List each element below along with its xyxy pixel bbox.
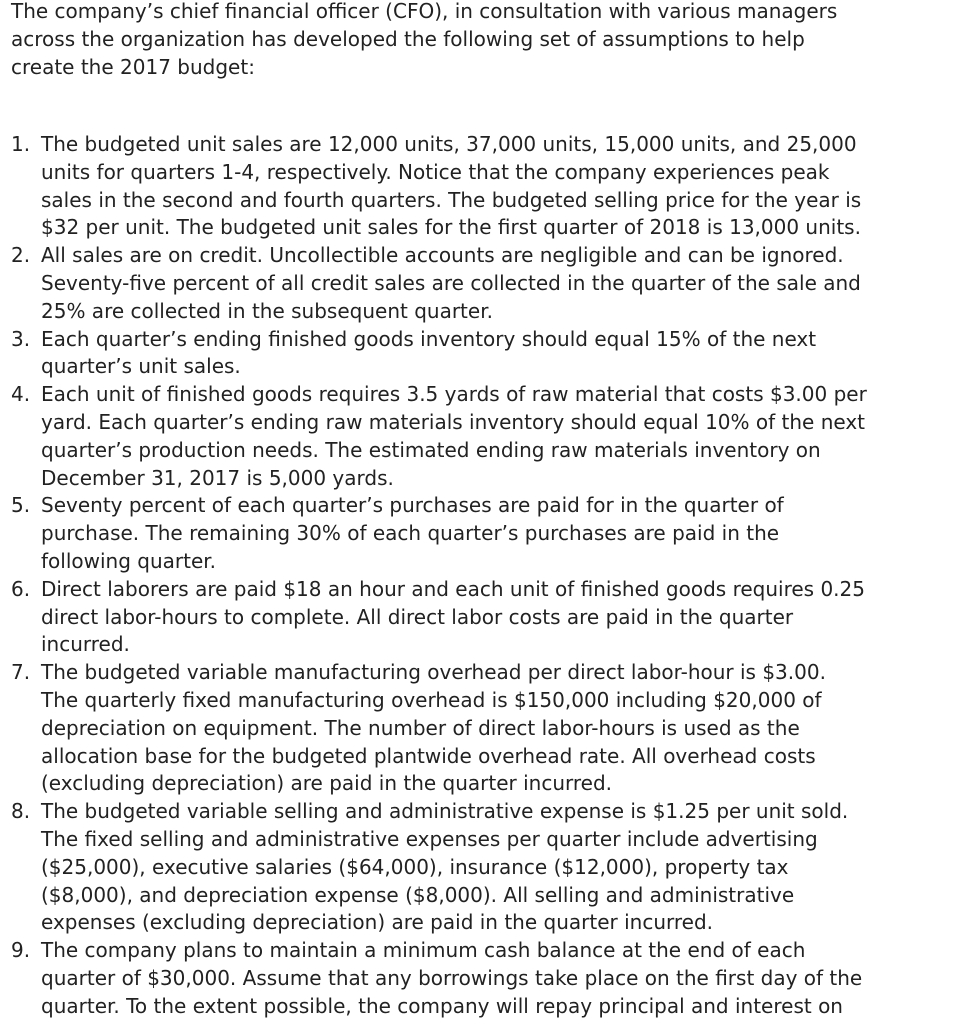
item-number: 3. bbox=[11, 326, 31, 351]
assumption-item-5 bbox=[11, 492, 951, 575]
assumption-item-3 bbox=[11, 326, 951, 382]
assumption-item-8 bbox=[11, 798, 951, 937]
assumption-item-4 bbox=[11, 381, 951, 492]
item-line: depreciation on equipment. The number of direct labor-hours is used as the bbox=[41, 715, 800, 740]
item-line: (excluding depreciation) are paid in the quarter incurred. bbox=[41, 771, 613, 796]
item-line: December 31, 2017 is 5,000 yards. bbox=[41, 465, 394, 490]
item-line: direct labor-hours to complete. All direct labor costs are paid in the quarter bbox=[41, 604, 794, 629]
item-line: 25% are collected in the subsequent quarter. bbox=[41, 298, 493, 323]
item-number: 4. bbox=[11, 382, 31, 407]
intro-line: create the 2017 budget: bbox=[11, 55, 255, 79]
item-line: expenses (excluding depreciation) are paid in the quarter incurred. bbox=[41, 910, 714, 935]
item-line: quarter. To the extent possible, the company will repay principal and interest on bbox=[41, 993, 843, 1018]
item-line: The quarterly fixed manufacturing overhead is $150,000 including $20,000 of bbox=[41, 687, 822, 712]
item-line: Seventy percent of each quarter’s purchases are paid for in the quarter of bbox=[41, 493, 784, 518]
assumption-item-1 bbox=[11, 131, 951, 242]
item-line: The company plans to maintain a minimum cash balance at the end of each bbox=[41, 938, 806, 963]
item-line: ($8,000), and depreciation expense ($8,000). All selling and administrative bbox=[41, 882, 795, 907]
item-line: purchase. The remaining 30% of each quarter’s purchases are paid in the bbox=[41, 521, 780, 546]
intro-line: The company’s chief financial officer (CFO), in consultation with various managers bbox=[11, 0, 838, 23]
assumption-item-6 bbox=[11, 576, 951, 659]
item-number: 7. bbox=[11, 660, 31, 685]
intro-paragraph bbox=[11, 0, 911, 81]
item-line: allocation base for the budgeted plantwide overhead rate. All overhead costs bbox=[41, 743, 816, 768]
item-line: quarter’s unit sales. bbox=[41, 354, 241, 379]
intro-line: across the organization has developed the following set of assumptions to help bbox=[11, 27, 805, 51]
item-line: Each quarter’s ending finished goods inventory should equal 15% of the next bbox=[41, 326, 817, 351]
item-number: 5. bbox=[11, 493, 31, 518]
item-line: The budgeted variable manufacturing overhead per direct labor-hour is $3.00. bbox=[41, 660, 826, 685]
item-line: Seventy-five percent of all credit sales are collected in the quarter of the sale and bbox=[41, 270, 861, 295]
item-line: ($25,000), executive salaries ($64,000), insurance ($12,000), property tax bbox=[41, 854, 789, 879]
assumption-item-9 bbox=[11, 937, 951, 1020]
item-line: units for quarters 1-4, respectively. Notice that the company experiences peak bbox=[41, 159, 830, 184]
item-line: The budgeted variable selling and administrative expense is $1.25 per unit sold. bbox=[41, 799, 849, 824]
item-line: The fixed selling and administrative expenses per quarter include advertising bbox=[41, 826, 818, 851]
item-line: following quarter. bbox=[41, 548, 217, 573]
item-number: 9. bbox=[11, 938, 31, 963]
item-line: Direct laborers are paid $18 an hour and each unit of finished goods requires 0.25 bbox=[41, 576, 865, 601]
item-line: yard. Each quarter’s ending raw materials inventory should equal 10% of the next bbox=[41, 409, 865, 434]
item-line: quarter’s production needs. The estimated ending raw materials inventory on bbox=[41, 437, 821, 462]
item-number: 8. bbox=[11, 799, 31, 824]
item-line: quarter of $30,000. Assume that any borrowings take place on the first day of the bbox=[41, 965, 863, 990]
assumptions-list bbox=[11, 131, 951, 1021]
assumption-item-7 bbox=[11, 659, 951, 798]
item-line: sales in the second and fourth quarters. The budgeted selling price for the year is bbox=[41, 187, 862, 212]
item-line: Each unit of finished goods requires 3.5 yards of raw material that costs $3.00 per bbox=[41, 382, 867, 407]
item-number: 1. bbox=[11, 132, 31, 156]
item-line: incurred. bbox=[41, 632, 130, 657]
item-number: 6. bbox=[11, 576, 31, 601]
item-number: 2. bbox=[11, 243, 31, 268]
item-line: The budgeted unit sales are 12,000 units, 37,000 units, 15,000 units, and 25,000 bbox=[41, 132, 857, 156]
item-line: All sales are on credit. Uncollectible accounts are negligible and can be ignored. bbox=[41, 243, 844, 268]
assumption-item-2 bbox=[11, 242, 951, 325]
item-line: $32 per unit. The budgeted unit sales for the first quarter of 2018 is 13,000 units. bbox=[41, 215, 861, 240]
